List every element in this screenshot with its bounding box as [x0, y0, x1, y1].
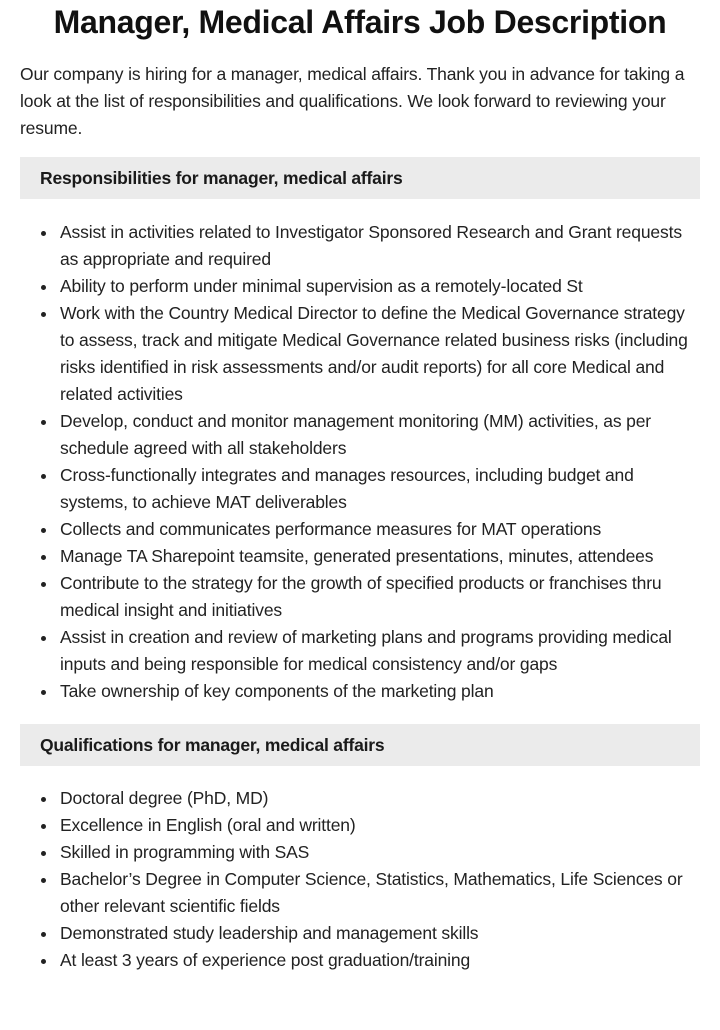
list-item — [20, 920, 700, 947]
list-item-text: Skilled in programming with SAS — [60, 842, 310, 862]
list-item — [20, 408, 700, 462]
bullet-icon — [41, 474, 46, 479]
bullet-icon — [41, 878, 46, 883]
bullet-icon — [41, 932, 46, 937]
list-item — [20, 947, 700, 974]
list-item-text: Manage TA Sharepoint teamsite, generated presentations, minutes, attendees — [60, 546, 654, 566]
list-item-text: At least 3 years of experience post graduation/training — [60, 950, 471, 970]
bullet-icon — [41, 797, 46, 802]
list-item-text: Contribute to the strategy for the growth of specified products or franchises thru medical insight and initiatives — [60, 573, 662, 620]
list-item — [20, 462, 700, 516]
list-item — [20, 300, 700, 408]
bullet-icon — [41, 231, 46, 236]
bullet-icon — [41, 959, 46, 964]
list-item — [20, 839, 700, 866]
list-item-text: Bachelor’s Degree in Computer Science, Statistics, Mathematics, Life Sciences or other relevant scientific fields — [60, 869, 683, 916]
list-item-text: Collects and communicates performance measures for MAT operations — [60, 519, 602, 539]
list-item-text: Doctoral degree (PhD, MD) — [60, 788, 269, 808]
list-item-text: Assist in activities related to Investigator Sponsored Research and Grant requests as appropriate and required — [60, 222, 682, 269]
list-item — [20, 785, 700, 812]
intro-paragraph: Our company is hiring for a manager, medical affairs. Thank you in advance for taking a look at the list of responsibilities and qualifications. We look forward to reviewing your resume. — [20, 64, 685, 138]
list-item-text: Demonstrated study leadership and management skills — [60, 923, 479, 943]
bullet-icon — [41, 582, 46, 587]
list-item — [20, 273, 700, 300]
list-item-text: Develop, conduct and monitor management monitoring (MM) activities, as per schedule agreed with all stakeholders — [60, 411, 651, 458]
list-item-text: Work with the Country Medical Director to define the Medical Governance strategy to assess, track and mitigate Medical Governance related business risks (including risks identified in risk assessments and/or audit reports) for all core Medical and related activities — [60, 303, 688, 404]
bullet-icon — [41, 312, 46, 317]
list-item — [20, 812, 700, 839]
list-item — [20, 866, 700, 920]
qualifications-heading: Qualifications for manager, medical affairs — [20, 724, 700, 766]
bullet-icon — [41, 285, 46, 290]
page-title: Manager, Medical Affairs Job Description — [53, 4, 667, 40]
bullet-icon — [41, 528, 46, 533]
qualifications-list — [20, 785, 700, 974]
list-item-text: Cross-functionally integrates and manages resources, including budget and systems, to achieve MAT deliverables — [60, 465, 634, 512]
list-item-text: Take ownership of key components of the marketing plan — [60, 681, 494, 701]
responsibilities-list — [20, 219, 700, 705]
list-item — [20, 678, 700, 705]
list-item-text: Ability to perform under minimal supervision as a remotely-located St — [60, 276, 583, 296]
list-item-text: Excellence in English (oral and written) — [60, 815, 356, 835]
list-item — [20, 516, 700, 543]
bullet-icon — [41, 636, 46, 641]
list-item — [20, 570, 700, 624]
list-item — [20, 543, 700, 570]
bullet-icon — [41, 420, 46, 425]
responsibilities-heading: Responsibilities for manager, medical affairs — [20, 157, 700, 199]
bullet-icon — [41, 690, 46, 695]
list-item — [20, 624, 700, 678]
bullet-icon — [41, 851, 46, 856]
list-item — [20, 219, 700, 273]
bullet-icon — [41, 824, 46, 829]
list-item-text: Assist in creation and review of marketing plans and programs providing medical inputs and being responsible for medical consistency and/or gaps — [60, 627, 672, 674]
bullet-icon — [41, 555, 46, 560]
